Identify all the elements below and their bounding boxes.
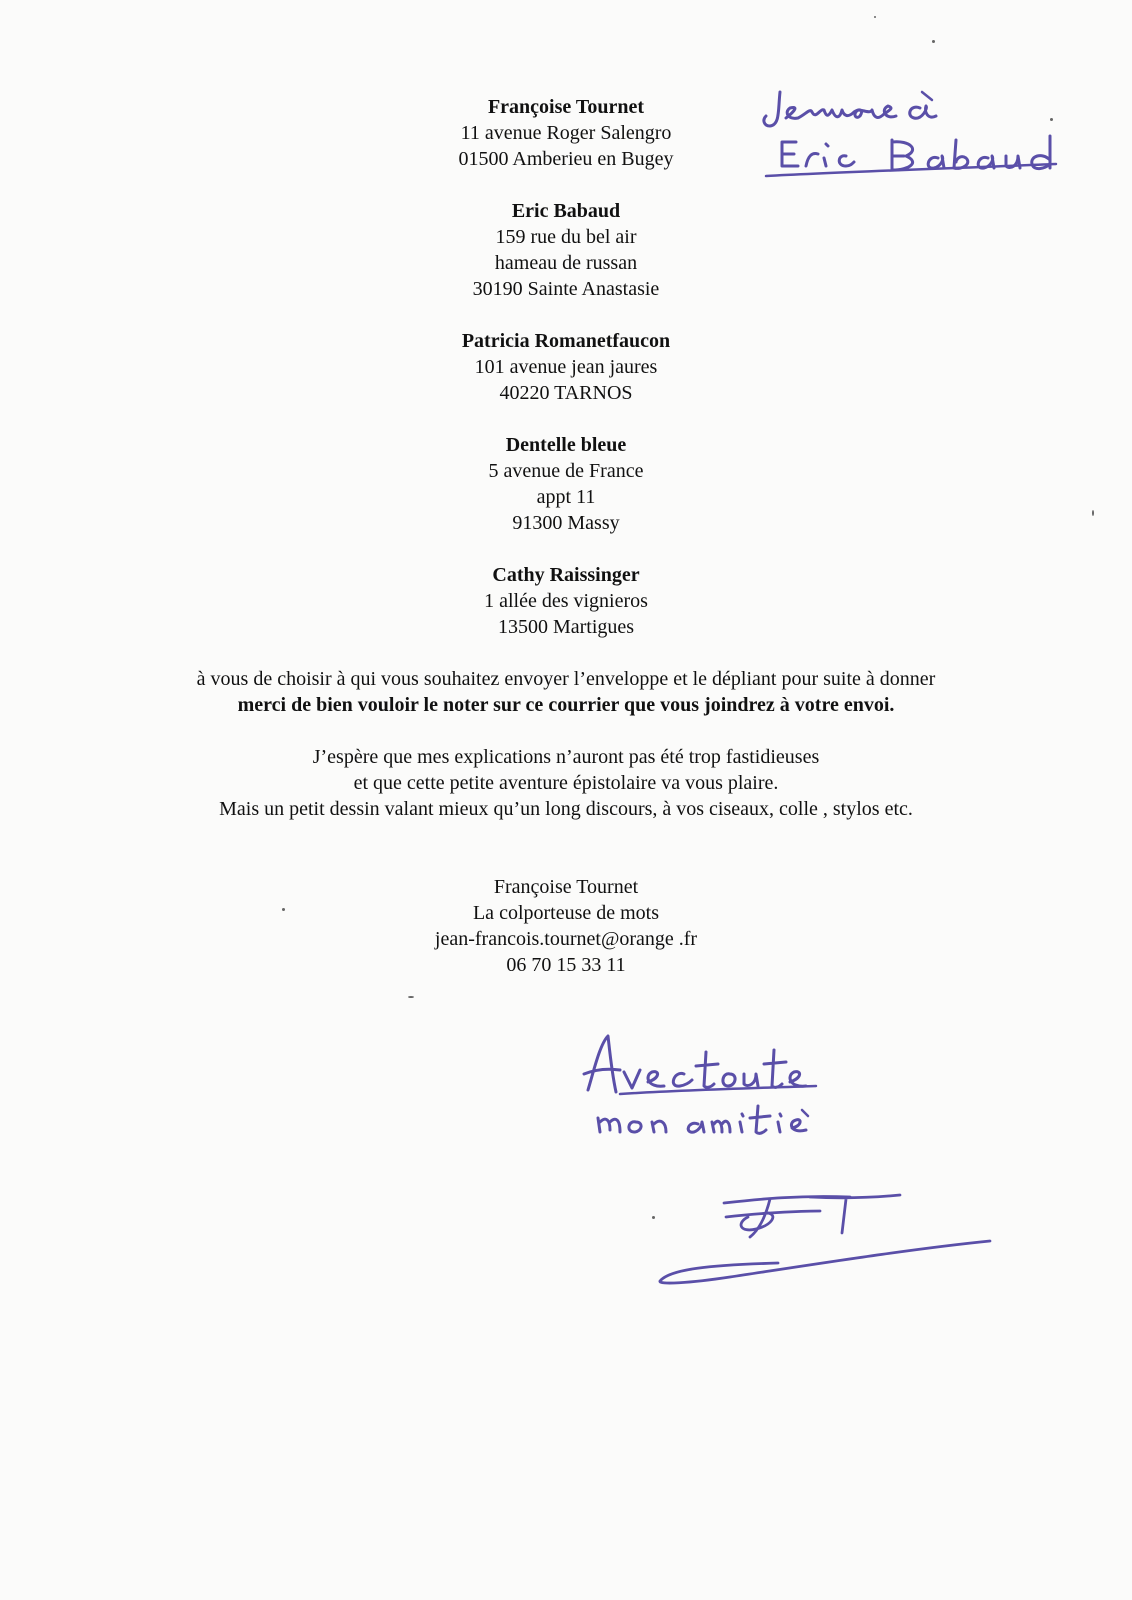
scan-speck [1050,118,1053,121]
recipient-line: hameau de russan [494,252,638,274]
recipient-line: 40220 TARNOS [499,382,633,404]
instruction-line: à vous de choisir à qui vous souhaitez envoyer l’enveloppe et le dépliant pour suite à donner [196,668,936,690]
closing-line: Mais un petit dessin valant mieux qu’un long discours, à vos ciseaux, colle , stylos etc. [219,798,913,820]
scan-speck [408,996,414,998]
recipient-line: 1 allée des vignieros [484,590,648,612]
sender-street: 11 avenue Roger Salengro [460,122,672,144]
signature-email: jean-francois.tournet@orange .fr [434,928,698,950]
recipient-line: 30190 Sainte Anastasie [472,278,660,300]
recipient-line: 5 avenue de France [488,460,644,482]
recipient-name: Eric Babaud [511,200,621,222]
handwritten-note [760,80,1080,200]
scan-speck [874,16,876,18]
scan-speck [282,908,285,911]
handwritten-greeting [580,1030,840,1150]
scan-speck [652,1216,655,1219]
scan-speck [1092,510,1094,516]
recipient-line: appt 11 [536,486,596,508]
recipient-line: 101 avenue jean jaures [474,356,658,378]
recipient-line: 91300 Massy [512,512,620,534]
closing-line: J’espère que mes explications n’auront pas été trop fastidieuses [312,746,820,768]
signature-title: La colporteuse de mots [472,902,660,924]
recipient-name: Cathy Raissinger [492,564,640,586]
recipient-name: Dentelle bleue [505,434,627,456]
scan-speck [932,40,935,43]
signature-name: Françoise Tournet [493,876,639,898]
instruction-line-bold: merci de bien vouloir le noter sur ce courrier que vous joindrez à votre envoi. [237,694,895,716]
handwritten-signature [650,1185,1010,1305]
signature-phone: 06 70 15 33 11 [506,954,626,976]
sender-city: 01500 Amberieu en Bugey [458,148,674,170]
recipient-line: 13500 Martigues [497,616,635,638]
closing-line: et que cette petite aventure épistolaire va vous plaire. [353,772,779,794]
recipient-name: Patricia Romanetfaucon [461,330,671,352]
recipient-line: 159 rue du bel air [495,226,637,248]
sender-name: Françoise Tournet [487,96,645,118]
